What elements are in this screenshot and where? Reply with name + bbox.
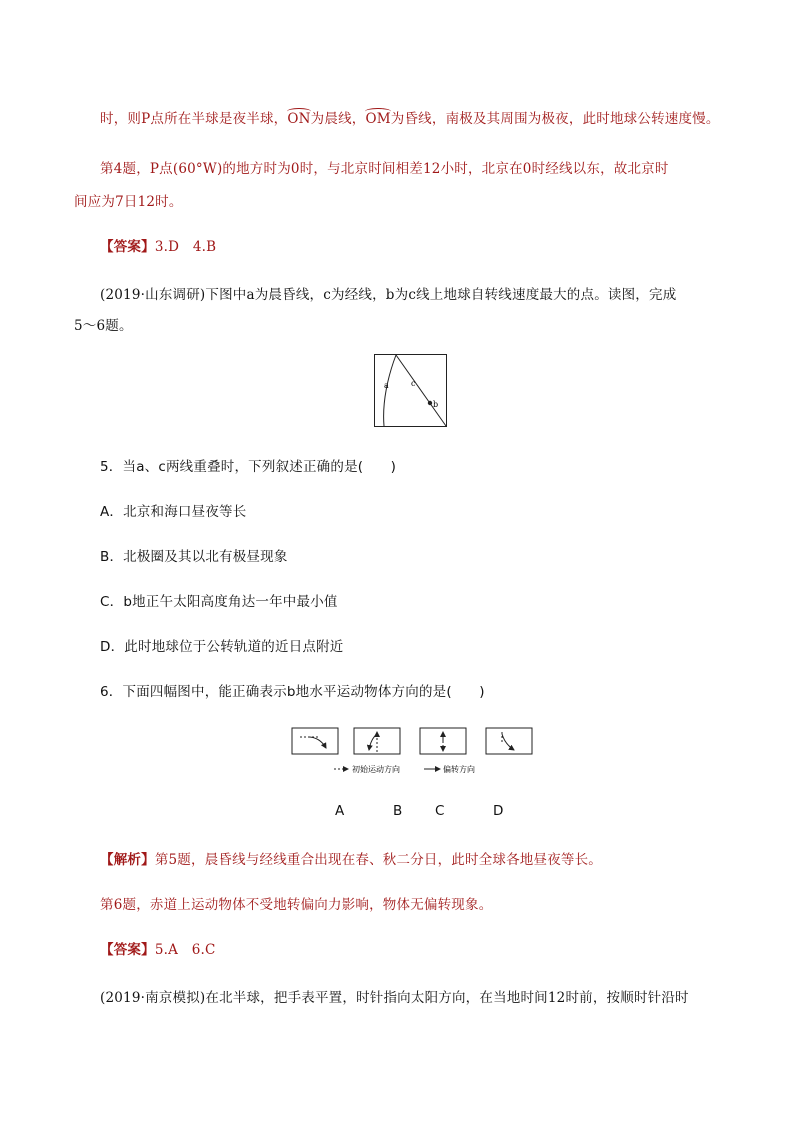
- answer-text: 3.D 4.B: [154, 239, 217, 255]
- label-a: a: [384, 381, 389, 390]
- om-arc-label: OM: [365, 111, 391, 127]
- line-a-terminator: [384, 355, 396, 426]
- analysis-block: [100, 848, 724, 868]
- figure-label-a: A: [335, 803, 345, 819]
- answer-block-2: [100, 938, 724, 958]
- diagram-frame: [375, 355, 447, 427]
- question-5-stem: 5．当a、c两线重叠时，下列叙述正确的是( ): [100, 459, 397, 475]
- question-6-stem: 6．下面四幅图中，能正确表示b地水平运动物体方向的是( ): [100, 684, 485, 700]
- answer-block-1: [100, 235, 724, 255]
- diagram-legend: [334, 764, 475, 774]
- terminator-diagram: [374, 354, 450, 428]
- intro-1-line2: 5～6题。: [74, 318, 133, 334]
- para1-mid1: 为晨线，: [310, 111, 366, 127]
- option-d-diagram: [486, 728, 532, 754]
- on-arc-label: ON: [287, 111, 311, 127]
- deflection-diagrams: [290, 726, 540, 778]
- figure-label-b: B: [393, 803, 403, 819]
- q5-option-c: C．b地正午太阳高度角达一年中最小值: [100, 594, 338, 610]
- option-c-diagram: [420, 728, 466, 754]
- solution-paragraph-2-line1: 第4题，P点(60°W)的地方时为0时，与北京时间相差12小时，北京在0时经线以东，故北京时: [100, 161, 669, 177]
- legend-initial-direction: 初始运动方向: [352, 765, 400, 774]
- figure-label-d: D: [493, 803, 504, 819]
- q5-option-d: D．此时地球位于公转轨道的近日点附近: [100, 639, 344, 655]
- analysis-tag: 【解析】: [100, 852, 155, 868]
- solution-paragraph-2-line2: 间应为7日12时。: [74, 194, 183, 210]
- intro-1-line1: (2019·山东调研)下图中a为晨昏线，c为经线，b为c线上地球自转线速度最大的点。读图，完成: [100, 287, 677, 303]
- line-c-meridian: [396, 355, 446, 426]
- analysis-line-2: 第6题，赤道上运动物体不受地转偏向力影响，物体无偏转现象。: [100, 897, 493, 913]
- para1-prefix: 时，则P点所在半球是夜半球，: [100, 111, 288, 127]
- label-c: c: [411, 379, 416, 388]
- option-a-diagram: [292, 728, 338, 754]
- intro-2-line1: (2019·南京模拟)在北半球，把手表平置，时针指向太阳方向，在当地时间12时前，按顺时针沿时: [100, 990, 689, 1006]
- answer-tag: 【答案】: [100, 239, 155, 255]
- figure-label-c: C: [435, 803, 445, 819]
- solution-paragraph-1: [100, 107, 724, 127]
- answer-tag-2: 【答案】: [100, 942, 155, 958]
- answer-text-2: 5.A 6.C: [154, 942, 216, 958]
- legend-deflection-direction: 偏转方向: [443, 765, 475, 774]
- para1-mid2: 为昏线，南极及其周围为极夜，此时地球公转速度慢。: [390, 111, 720, 127]
- analysis-text: 第5题，晨昏线与经线重合出现在春、秋二分日，此时全球各地昼夜等长。: [154, 852, 603, 868]
- q5-option-b: B．北极圈及其以北有极昼现象: [100, 549, 288, 565]
- label-b: b: [433, 400, 439, 409]
- point-b: [428, 401, 432, 405]
- option-b-diagram: [354, 728, 400, 754]
- q5-option-a: A．北京和海口昼夜等长: [100, 504, 247, 520]
